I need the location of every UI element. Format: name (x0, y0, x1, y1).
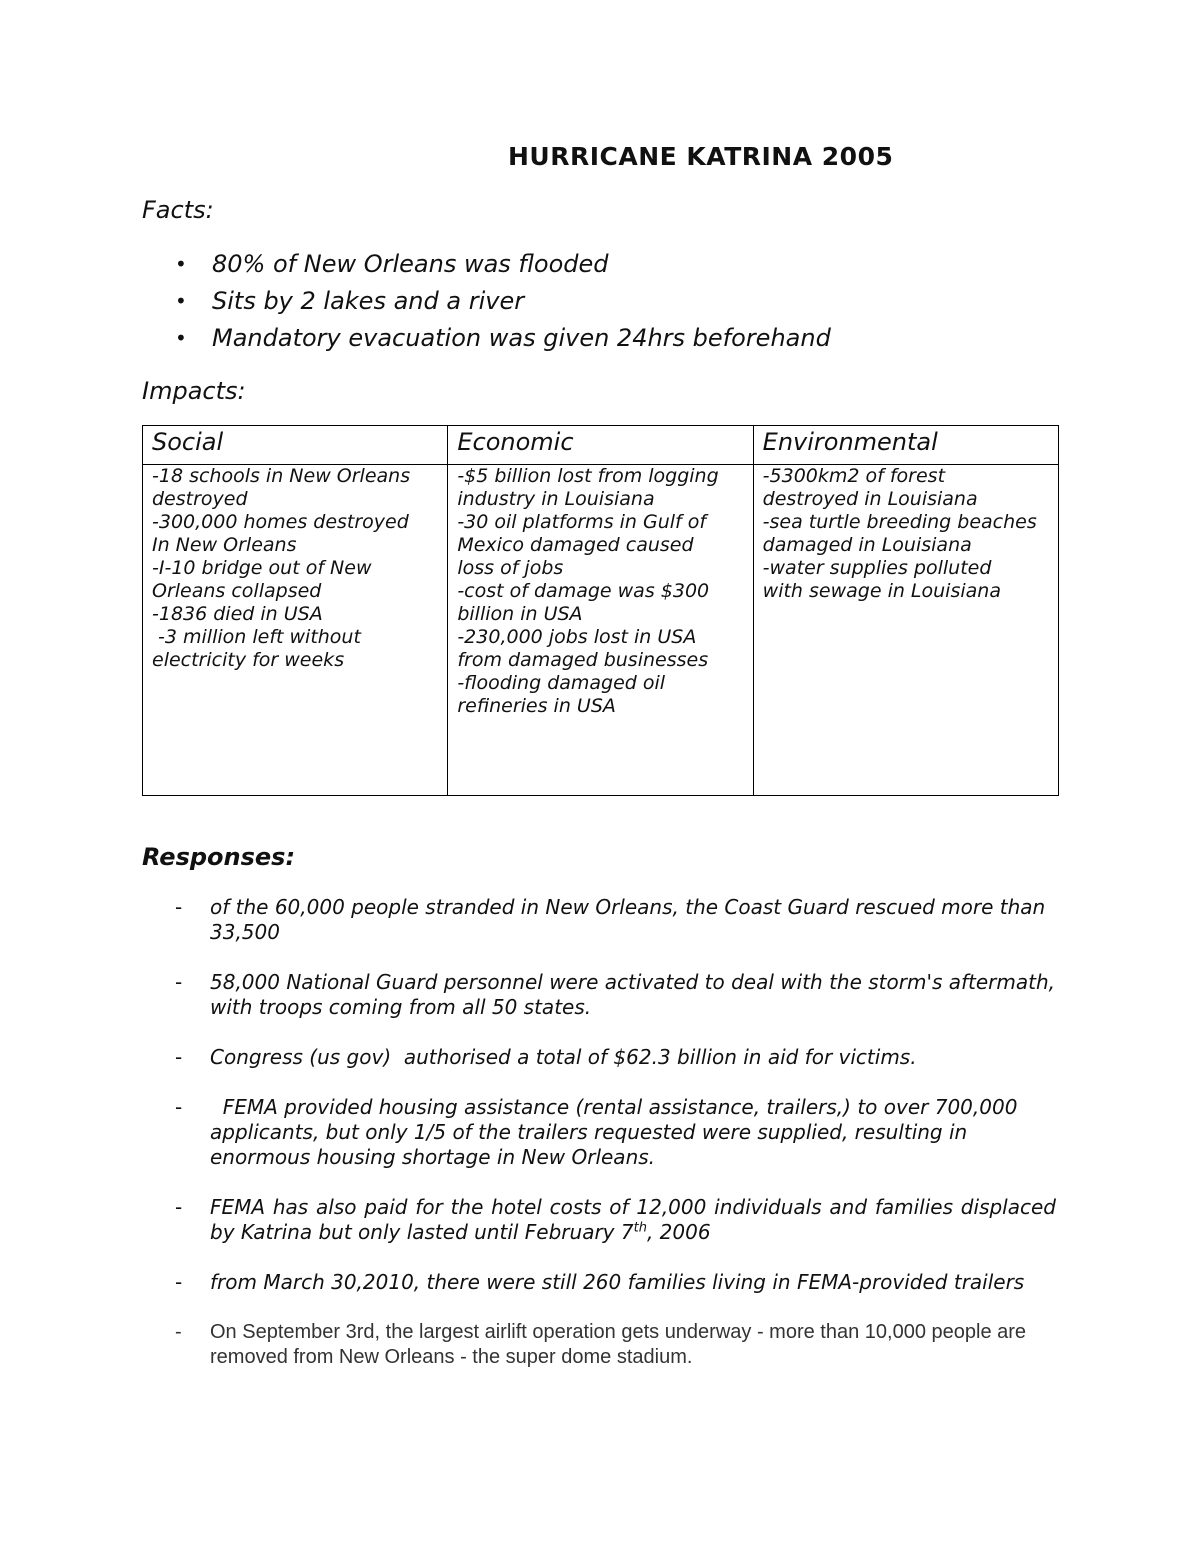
cell-line: -cost of damage was $300 (457, 580, 710, 602)
cell-line: billion in USA (457, 603, 583, 625)
dash-marker: - (175, 970, 183, 994)
cell-line: Orleans collapsed (152, 580, 322, 602)
facts-list (142, 247, 831, 358)
list-item: • Sits by 2 lakes and a river (142, 284, 831, 321)
impacts-table (142, 425, 1059, 796)
list-item: - FEMA provided housing assistance (rental assistance, trailers,) to over 700,000 applicants, but only 1/5 of the trailers requested were supplied, resulting in enormous housing shortage in New Orleans. (175, 1095, 1024, 1169)
impacts-heading: Impacts: (142, 377, 246, 405)
dash-marker: - (175, 895, 183, 919)
cell-line: -water supplies polluted (762, 557, 992, 579)
column-header-economic: Economic (448, 426, 753, 465)
list-item: - of the 60,000 people stranded in New Orleans, the Coast Guard rescued more than 33,500 (175, 895, 1046, 944)
cell-line: from damaged businesses (457, 649, 709, 671)
bullet-icon: • (175, 252, 187, 276)
economic-impacts-cell (448, 465, 753, 796)
column-header-environmental: Environmental (753, 426, 1058, 465)
cell-line: electricity for weeks (152, 649, 345, 671)
cell-line: Mexico damaged caused (457, 534, 694, 556)
list-item: - On September 3rd, the largest airlift operation gets underway - more than 10,000 people are removed from New Orleans - the super dome stadium. (175, 1321, 1027, 1368)
environmental-impacts-cell (753, 465, 1058, 796)
responses-list (142, 895, 1056, 1395)
cell-line: -300,000 homes destroyed (152, 511, 409, 533)
table-row (143, 465, 1059, 796)
list-item: - from March 30,2010, there were still 260 families living in FEMA-provided trailers (175, 1270, 1025, 1294)
superscript: th (633, 1220, 647, 1236)
cell-line: destroyed (152, 488, 248, 510)
dash-marker: - (175, 1095, 183, 1119)
cell-line: loss of jobs (457, 557, 564, 579)
dash-marker: - (175, 1321, 182, 1343)
cell-line: damaged in Louisiana (762, 534, 972, 556)
cell-line: -30 oil platforms in Gulf of (457, 511, 707, 533)
cell-line: -18 schools in New Orleans (152, 465, 411, 487)
cell-line: -1836 died in USA (152, 603, 323, 625)
bullet-icon: • (175, 289, 187, 313)
table-header-row (143, 426, 1059, 465)
cell-line: -3 million left without (152, 626, 361, 648)
cell-line: -I-10 bridge out of New (152, 557, 372, 579)
cell-line: refineries in USA (457, 695, 616, 717)
cell-line: -230,000 jobs lost in USA (457, 626, 697, 648)
list-item: • Mandatory evacuation was given 24hrs beforehand (142, 321, 831, 358)
dash-marker: - (175, 1045, 183, 1069)
cell-line: destroyed in Louisiana (762, 488, 978, 510)
facts-heading: Facts: (142, 196, 214, 224)
bullet-icon: • (175, 326, 187, 350)
cell-line: In New Orleans (152, 534, 297, 556)
list-item: - 58,000 National Guard personnel were activated to deal with the storm's aftermath, with troops coming from all 50 states. (175, 970, 1056, 1019)
responses-heading: Responses: (142, 843, 296, 871)
cell-line: industry in Louisiana (457, 488, 655, 510)
dash-marker: - (175, 1195, 183, 1219)
dash-marker: - (175, 1270, 183, 1294)
cell-line: with sewage in Louisiana (762, 580, 1001, 602)
cell-line: -5300km2 of forest (762, 465, 946, 487)
column-header-social: Social (143, 426, 448, 465)
cell-line: -flooding damaged oil (457, 672, 666, 694)
list-item: • 80% of New Orleans was flooded (142, 247, 831, 284)
cell-line: -$5 billion lost from logging (457, 465, 719, 487)
list-item: - FEMA has also paid for the hotel costs of 12,000 individuals and families displaced by Katrina but only lasted until February 7th, 2006 (175, 1195, 1056, 1244)
social-impacts-cell (143, 465, 448, 796)
page-title: HURRICANE KATRINA 2005 (508, 142, 894, 171)
cell-line: -sea turtle breeding beaches (762, 511, 1037, 533)
list-item: - Congress (us gov) authorised a total of $62.3 billion in aid for victims. (175, 1045, 917, 1069)
